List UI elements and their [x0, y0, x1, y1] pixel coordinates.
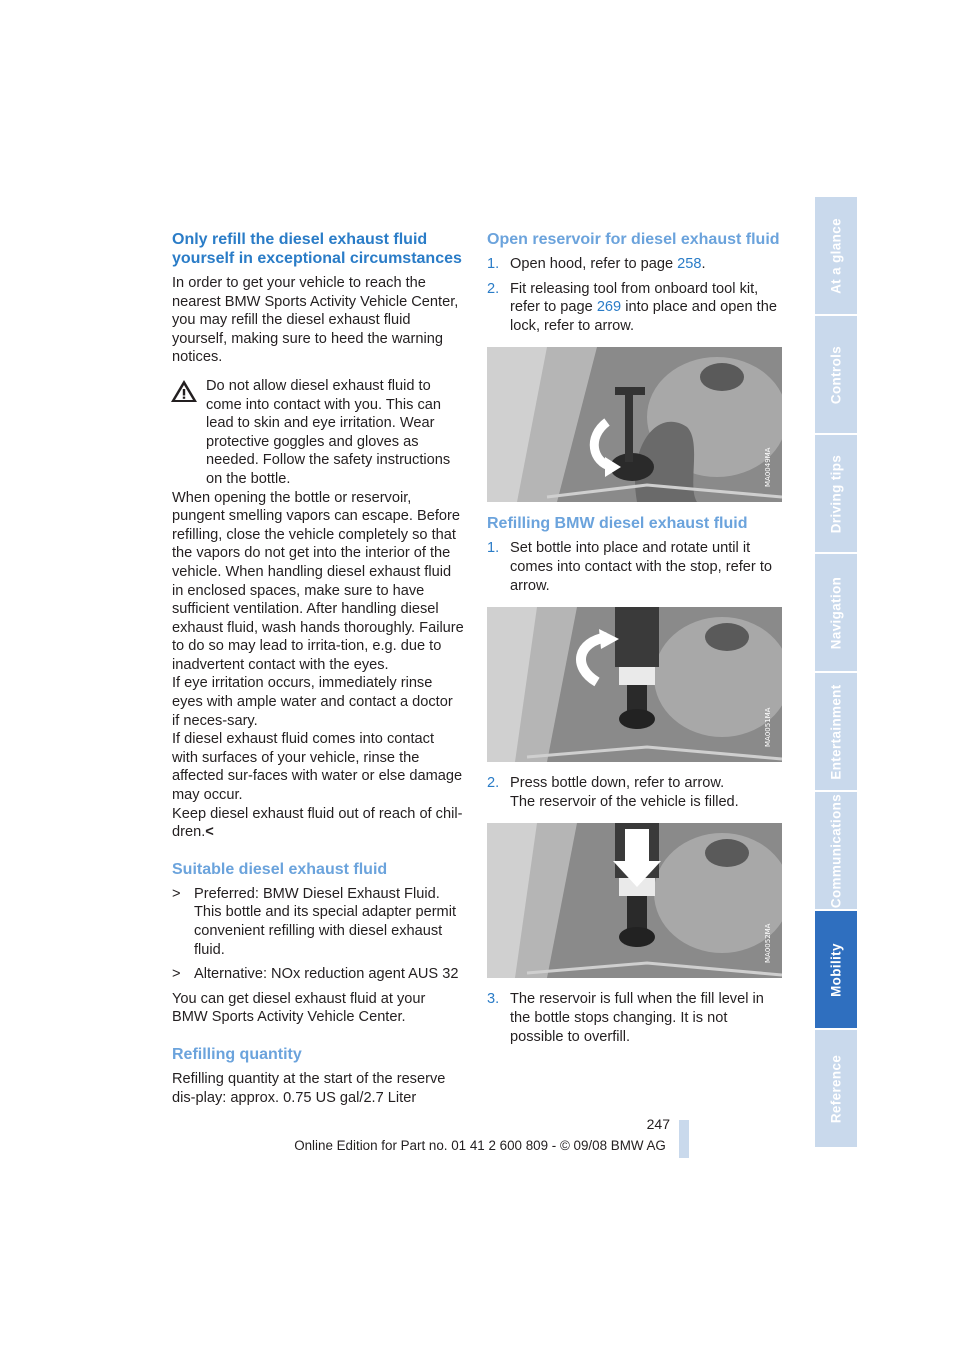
sidebar-tab-navigation[interactable]	[815, 554, 857, 673]
refill-step-2	[487, 774, 783, 811]
sidebar-tab-label: Reference	[828, 1054, 844, 1123]
warning-children-text: Keep diesel exhaust fluid out of reach of chil-dren.	[172, 805, 463, 841]
warning-paragraph-surfaces: If diesel exhaust fluid comes into contact with surfaces of your vehicle, rinse the affected sur-faces with water or else damage may occur.	[172, 731, 463, 804]
step-text-line1: Press bottle down, refer to arrow.	[510, 775, 725, 792]
warning-lead-paragraph	[172, 377, 464, 489]
step-text: Fit releasing tool from onboard tool kit, refer to page	[510, 280, 759, 316]
step-text: Open hood, refer to page	[510, 256, 678, 272]
photo-press-bottle	[487, 823, 782, 978]
bullet-preferred-text: Preferred: BMW Diesel Exhaust Fluid. This bottle and its special adapter permit convenient refilling with diesel exhaust fluid.	[194, 885, 457, 958]
step-number: 3.	[487, 991, 500, 1008]
section-heading-refilling-bmw-fluid: Refilling BMW diesel exhaust fluid	[487, 515, 748, 533]
page-link-269[interactable]: 269	[596, 299, 622, 316]
step-number: 2.	[487, 775, 500, 792]
sidebar-tab-communications[interactable]	[815, 792, 857, 911]
page-link-258[interactable]: 258	[677, 256, 702, 272]
section-heading-refilling-quantity: Refilling quantity	[172, 1045, 302, 1063]
sidebar-tab-controls[interactable]	[815, 316, 857, 435]
right-column	[487, 230, 783, 1046]
sidebar-tab-at-a-glance[interactable]	[815, 197, 857, 316]
sidebar-tab-reference[interactable]	[815, 1030, 857, 1149]
bullet-marker: >	[172, 885, 181, 902]
step-text-end: .	[701, 256, 706, 272]
svg-text:MA0049MA: MA0049MA	[764, 447, 772, 488]
section-heading-refill-exceptional: Only refill the diesel exhaust fluid yourself in exceptional circumstances	[172, 231, 462, 267]
step-text-line2: The reservoir of the vehicle is filled.	[510, 793, 739, 810]
sidebar-tab-label: At a glance	[828, 217, 844, 294]
step-number: 1.	[487, 256, 500, 272]
sidebar-tab-label: Mobility	[828, 942, 844, 997]
refilling-quantity-text: Refilling quantity at the start of the reserve dis-play: approx. 0.75 US gal/2.7 Liter	[172, 1070, 446, 1106]
warning-paragraph-children	[172, 805, 464, 842]
bullet-alternative-text: Alternative: NOx reduction agent AUS 32	[194, 966, 459, 983]
sidebar-tab-label: Communications	[828, 793, 844, 908]
warning-triangle-icon	[170, 379, 198, 403]
sidebar-tab-label: Navigation	[828, 576, 844, 649]
intro-paragraph: In order to get your vehicle to reach the nearest BMW Sports Activity Vehicle Center, you may refill the diesel exhaust fluid yourself, making sure to heed the warning notices.	[172, 275, 459, 366]
page-number: 247	[646, 1116, 670, 1132]
step-number: 2.	[487, 280, 500, 297]
section-heading-suitable-fluid: Suitable diesel exhaust fluid	[172, 860, 388, 878]
warning-paragraph-eyes: If eye irritation occurs, immediately rinse eyes with ample water and contact a doctor if neces-sary.	[172, 675, 453, 729]
svg-text:MA0051MA: MA0051MA	[764, 707, 772, 748]
chapter-sidebar	[815, 197, 857, 1149]
warning-paragraph-vapors: When opening the bottle or reservoir, pungent smelling vapors can escape. Before refilling, close the vehicle completely so that the vapors do not get into the interior of the vehicle. When handling diesel exhaust fluid in enclosed spaces, make sure to have sufficient ventilation. After handling diesel exhaust fluid, wash hands thoroughly. Failure to do so may lead to irrita-tion, e.g. due to inadvertent contact with the eyes.	[172, 489, 464, 673]
refill-step-3	[487, 990, 783, 1046]
footer-edition-note: Online Edition for Part no. 01 41 2 600 809 - © 09/08 BMW AG	[294, 1138, 666, 1153]
sidebar-tab-entertainment[interactable]	[815, 673, 857, 792]
section-heading-open-reservoir: Open reservoir for diesel exhaust fluid	[487, 231, 780, 248]
sidebar-tab-label: Driving tips	[828, 454, 844, 533]
bullet-alternative	[172, 965, 464, 984]
sidebar-tab-label: Entertainment	[828, 683, 844, 780]
left-column	[172, 230, 464, 1107]
step-text-end: into place and open the lock, refer to arrow.	[510, 299, 777, 334]
refill-step-1	[487, 539, 783, 595]
photo-set-bottle	[487, 607, 782, 762]
sidebar-tab-label: Controls	[828, 345, 844, 404]
step-number: 1.	[487, 540, 500, 557]
open-step-2	[487, 280, 783, 336]
bullet-marker: >	[172, 966, 181, 983]
warning-block	[172, 377, 464, 842]
warning-end-mark: <	[205, 824, 214, 841]
bullet-preferred	[172, 885, 464, 959]
svg-text:MA0052MA: MA0052MA	[764, 923, 772, 964]
step-text: Set bottle into place and rotate until it comes into contact with the stop, refer to arrow.	[510, 540, 773, 594]
sidebar-tab-mobility[interactable]	[815, 911, 857, 1030]
step-text: The reservoir is full when the fill level in the bottle stops changing. It is not possible to overfill.	[510, 991, 764, 1045]
suitable-note: You can get diesel exhaust fluid at your BMW Sports Activity Vehicle Center.	[172, 990, 426, 1026]
warning-lead-text: Do not allow diesel exhaust fluid to come into contact with you. This can lead to skin and eye irritation. Wear protective goggles and gloves as needed. Follow the safety instructions on the bottle.	[206, 377, 451, 487]
photo-open-reservoir	[487, 347, 782, 502]
sidebar-tab-driving-tips[interactable]	[815, 435, 857, 554]
open-step-1	[487, 255, 783, 274]
